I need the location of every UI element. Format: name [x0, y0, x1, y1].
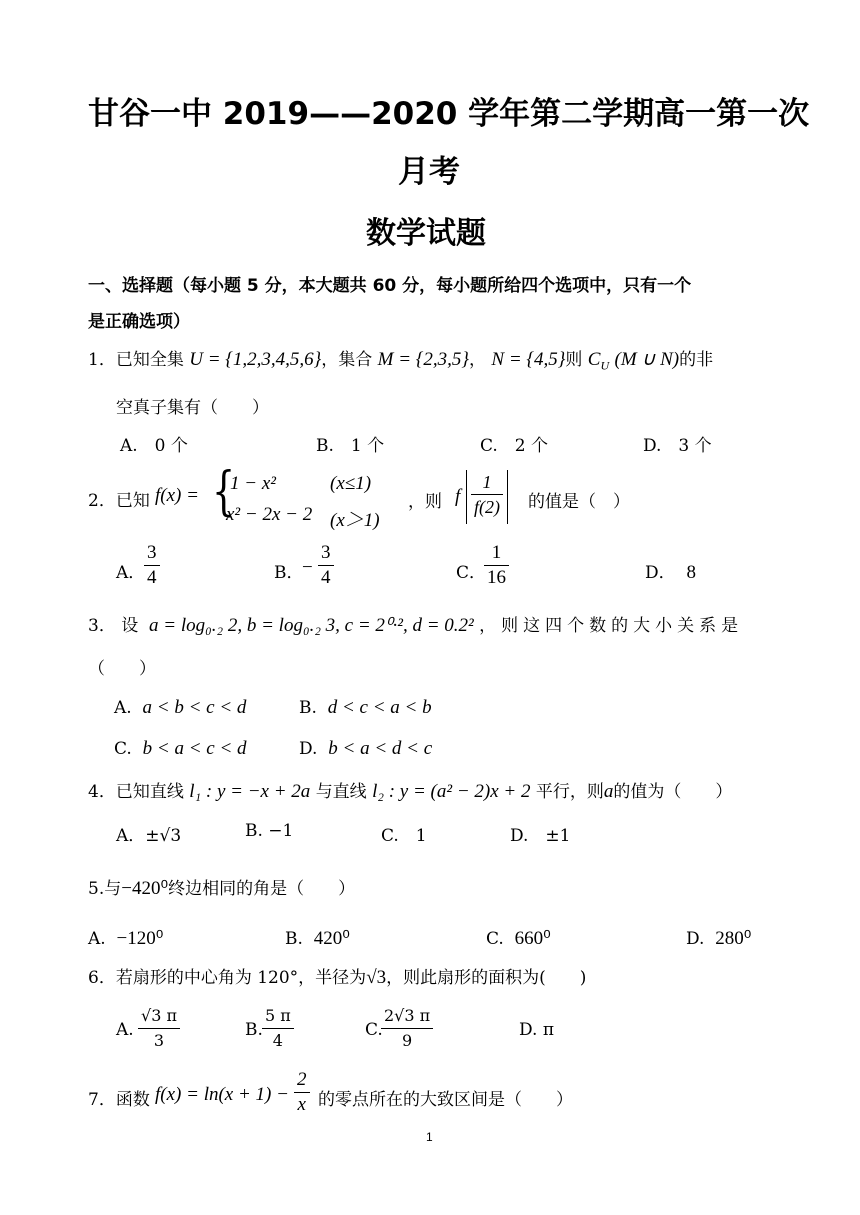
- union-expression: (M ∪ N): [614, 349, 680, 370]
- q3-option-b: B. d < c < a < b: [299, 697, 432, 718]
- case-2: x² − 2x − 2: [226, 504, 313, 525]
- q5-option-c: C. 660⁰: [486, 928, 551, 949]
- question-1-line-2: 空真子集有（ ）: [116, 398, 269, 418]
- set-u: U = {1,2,3,4,5,6}: [189, 349, 322, 370]
- q4-option-a: A．±√3: [116, 826, 182, 846]
- question-number: 6．: [88, 968, 116, 988]
- q2-option-d: D． 8: [645, 562, 696, 583]
- angle-value: −420⁰: [121, 878, 169, 899]
- question-4: 4．已知直线 l₁ : y = −x + 2a 与直线 l₂ : y = (a² − 2)x + 2 平行，则a的值为（ ）: [88, 781, 733, 802]
- question-3-definitions: a = log₀.₂ 2, b = log₀.₂ 3, c = 2⁰·², d = 0.2²: [149, 615, 474, 636]
- title-line-2: 月考: [398, 154, 460, 190]
- q1-option-a: A. 0 个: [120, 436, 188, 456]
- question-7-prefix: 7．函数: [88, 1090, 150, 1110]
- question-number: 2．: [88, 491, 116, 511]
- section-heading-line-1: 一、选择题（每小题 5 分，本大题共 60 分，每小题所给四个选项中，只有一个: [88, 276, 692, 296]
- case-1: 1 − x²: [230, 473, 276, 494]
- q3-option-d: D. b < a < d < c: [299, 738, 433, 759]
- question-number: 7．: [88, 1090, 116, 1110]
- question-1: 1．已知全集 U = {1,2,3,4,5,6}，集合 M = {2,3,5}， N = {4,5}则 $C_U$ (M ∪ N)的非: [88, 349, 714, 373]
- function-f-label: f(x) =: [155, 485, 199, 506]
- complement-symbol: C: [587, 349, 601, 370]
- q2-option-c-fraction: $\frac{1}{16}$: [484, 541, 509, 590]
- q5-option-b: B. 420⁰: [285, 928, 350, 949]
- q6-option-b-label: B.: [245, 1020, 263, 1040]
- q6-option-b-fraction: $\frac{5 \pi}{4}$: [262, 1004, 294, 1053]
- subtitle: 数学试题: [366, 216, 486, 251]
- q1-option-c: C. 2 个: [480, 436, 549, 456]
- question-2-prefix: 2．已知: [88, 491, 150, 511]
- question-3-line-2: （ ）: [88, 659, 156, 679]
- question-2-text-b: ，则: [408, 492, 442, 512]
- q6-option-c-label: C.: [365, 1020, 383, 1040]
- question-number: 1．: [88, 350, 116, 370]
- page-number: 1: [426, 1130, 433, 1144]
- q5-option-d: D. 280⁰: [686, 928, 752, 949]
- f-outer: f: [455, 486, 461, 507]
- q1-option-d: D. 3 个: [643, 436, 712, 456]
- q4-option-c: C. 1: [381, 826, 427, 846]
- bracket-expression: $\frac{1}{f(2)}$: [466, 470, 508, 524]
- q2-option-b-fraction: $\frac{3}{4}$: [318, 541, 334, 590]
- question-6: 6．若扇形的中心角为 120°，半径为√3，则此扇形的面积为( ): [88, 967, 587, 988]
- question-7-text-b: 的零点所在的大致区间是（ ）: [318, 1090, 573, 1110]
- q6-option-d: D. π: [519, 1020, 555, 1040]
- q2-option-c-label: C．: [456, 563, 487, 583]
- q6-option-a-fraction: $\frac{√3 \pi}{3}$: [138, 1004, 180, 1053]
- q3-option-c: C. b < a < c < d: [114, 738, 247, 759]
- q6-option-c-fraction: $\frac{2√3 \pi}{9}$: [381, 1004, 433, 1053]
- function-expression: f(x) = ln(x + 1) −: [155, 1084, 289, 1105]
- set-m: M = {2,3,5}: [377, 349, 469, 370]
- q2-option-a-label: A．: [116, 563, 146, 583]
- question-number: 3．: [88, 616, 116, 636]
- set-n: N = {4,5}: [491, 349, 566, 370]
- q2-option-b-label: B．: [274, 563, 304, 583]
- question-2-text-c: 的值是（ ）: [528, 492, 630, 512]
- q3-option-a: A. a < b < c < d: [114, 697, 247, 718]
- q4-option-d: D. ±1: [510, 826, 571, 846]
- radius-value: √3: [366, 967, 387, 988]
- q2-option-b-sign: −: [302, 557, 313, 578]
- q6-option-a-label: A.: [116, 1020, 134, 1040]
- question-number: 4．: [88, 782, 116, 802]
- q1-option-b: B. 1 个: [316, 436, 385, 456]
- question-3: 3． 设 a = log₀.₂ 2, b = log₀.₂ 3, c = 2⁰·², d = 0.2² ，则这四个数的大小关系是: [88, 615, 744, 636]
- case-2-condition: (x＞1): [330, 510, 380, 531]
- question-7-fraction: $\frac{2}{x}$: [294, 1068, 310, 1117]
- q5-option-a: A. −120⁰: [88, 928, 164, 949]
- section-heading-line-2: 是正确选项）: [88, 312, 190, 332]
- title-line-1: 甘谷一中 2019——2020 学年第二学期高一第一次: [88, 96, 810, 132]
- q2-option-a-fraction: $\frac{3}{4}$: [144, 541, 160, 590]
- piecewise-brace: {: [211, 462, 236, 522]
- case-1-condition: (x≤1): [330, 473, 372, 494]
- question-number: 5.: [88, 879, 105, 899]
- line-l1: l₁ : y = −x + 2a: [189, 781, 311, 802]
- line-l2: l₂ : y = (a² − 2)x + 2: [372, 781, 531, 802]
- q4-option-b: B. −1: [245, 821, 294, 841]
- question-5: 5.与−420⁰终边相同的角是（ ）: [88, 878, 356, 899]
